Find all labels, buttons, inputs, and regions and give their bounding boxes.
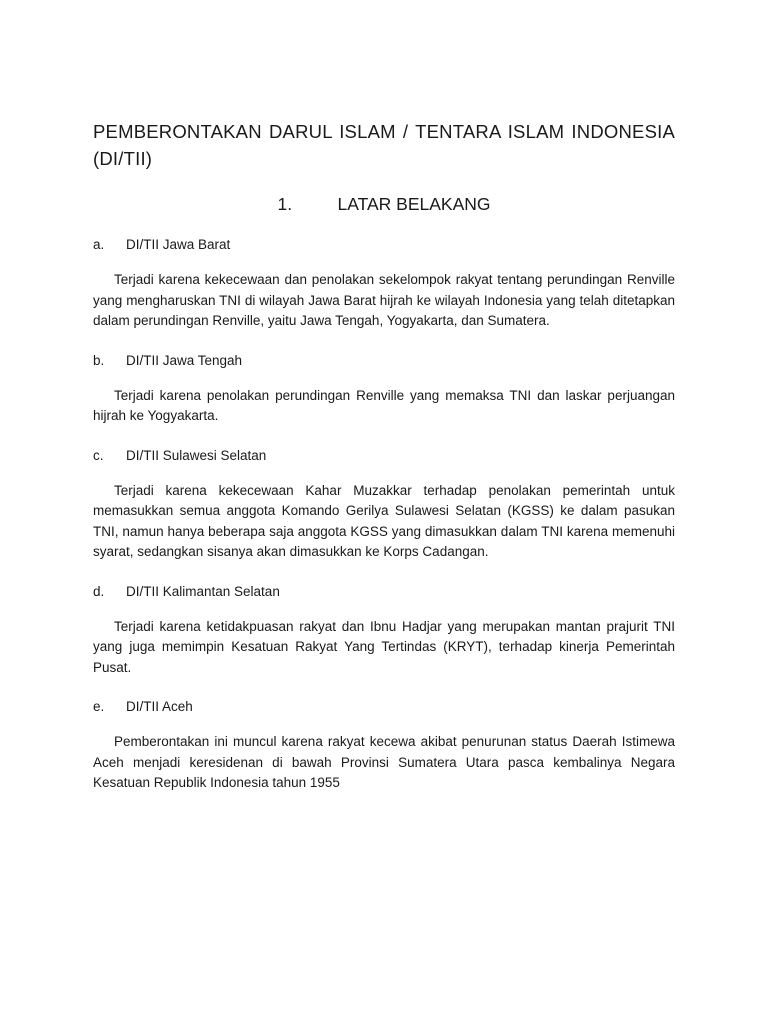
- document-body: [93, 118, 675, 794]
- subsection-letter: d.: [93, 583, 105, 599]
- subsection-title: DI/TII Aceh: [126, 699, 193, 714]
- subsection-paragraph: Terjadi karena kekecewaan dan penolakan sekelompok rakyat tentang perundingan Renville yang mengharuskan TNI di wilayah Jawa Barat hijrah ke wilayah Indonesia yang telah ditetapkan dalam perundingan Renville, yaitu Jawa Tengah, Yogyakarta, dan Sumatera.: [93, 272, 675, 328]
- subsection-heading: [93, 583, 675, 601]
- subsection-d: [93, 583, 675, 679]
- subsection-title: DI/TII Jawa Barat: [126, 237, 231, 252]
- subsection-paragraph: Terjadi karena penolakan perundingan Renville yang memaksa TNI dan laskar perjuangan hijrah ke Yogyakarta.: [93, 387, 675, 423]
- subsection-a: [93, 236, 675, 332]
- subsection-letter: e.: [93, 699, 105, 714]
- subsection-heading: [93, 352, 675, 370]
- subsection-title: DI/TII Kalimantan Selatan: [126, 583, 280, 599]
- subsection-paragraph: Terjadi karena ketidakpuasan rakyat dan Ibnu Hadjar yang merupakan mantan prajurit TNI yang juga memimpin Kesatuan Rakyat Yang Tertindas (KRYT), terhadap kinerja Pemerintah Pusat.: [93, 618, 675, 675]
- subsection-heading: [93, 447, 675, 465]
- subsection-title: DI/TII Sulawesi Selatan: [126, 447, 267, 463]
- subsection-heading: [93, 236, 675, 254]
- subsection-letter: a.: [93, 237, 105, 252]
- subsection-title: DI/TII Jawa Tengah: [126, 352, 243, 368]
- document-title: PEMBERONTAKAN DARUL ISLAM / TENTARA ISLAM INDONESIA (DI/TII): [93, 121, 675, 169]
- subsection-b: [93, 352, 675, 427]
- subsection-heading: [93, 698, 675, 716]
- subsection-letter: c.: [93, 447, 104, 463]
- subsection-letter: b.: [93, 352, 105, 368]
- subsection-e: [93, 698, 675, 794]
- subsection-paragraph: Pemberontakan ini muncul karena rakyat kecewa akibat penurunan status Daerah Istimewa Aceh menjadi keresidenan di bawah Provinsi Sumatera Utara pasca kembalinya Negara Kesatuan Republik Indonesia tahun 1955: [93, 734, 675, 790]
- subsection-c: [93, 447, 675, 563]
- section-title: LATAR BELAKANG: [337, 194, 491, 214]
- section-heading: [93, 192, 675, 216]
- subsection-paragraph: Terjadi karena kekecewaan Kahar Muzakkar terhadap penolakan pemerintah untuk memasukkan semua anggota Komando Gerilya Sulawesi Selatan (KGSS) ke dalam pasukan TNI, namun hanya beberapa saja anggota KGSS yang dimasukkan dalam TNI karena memenuhi syarat, sedangkan sisanya akan dimasukkan ke Korps Cadangan.: [93, 482, 675, 559]
- section-number: 1.: [277, 194, 293, 214]
